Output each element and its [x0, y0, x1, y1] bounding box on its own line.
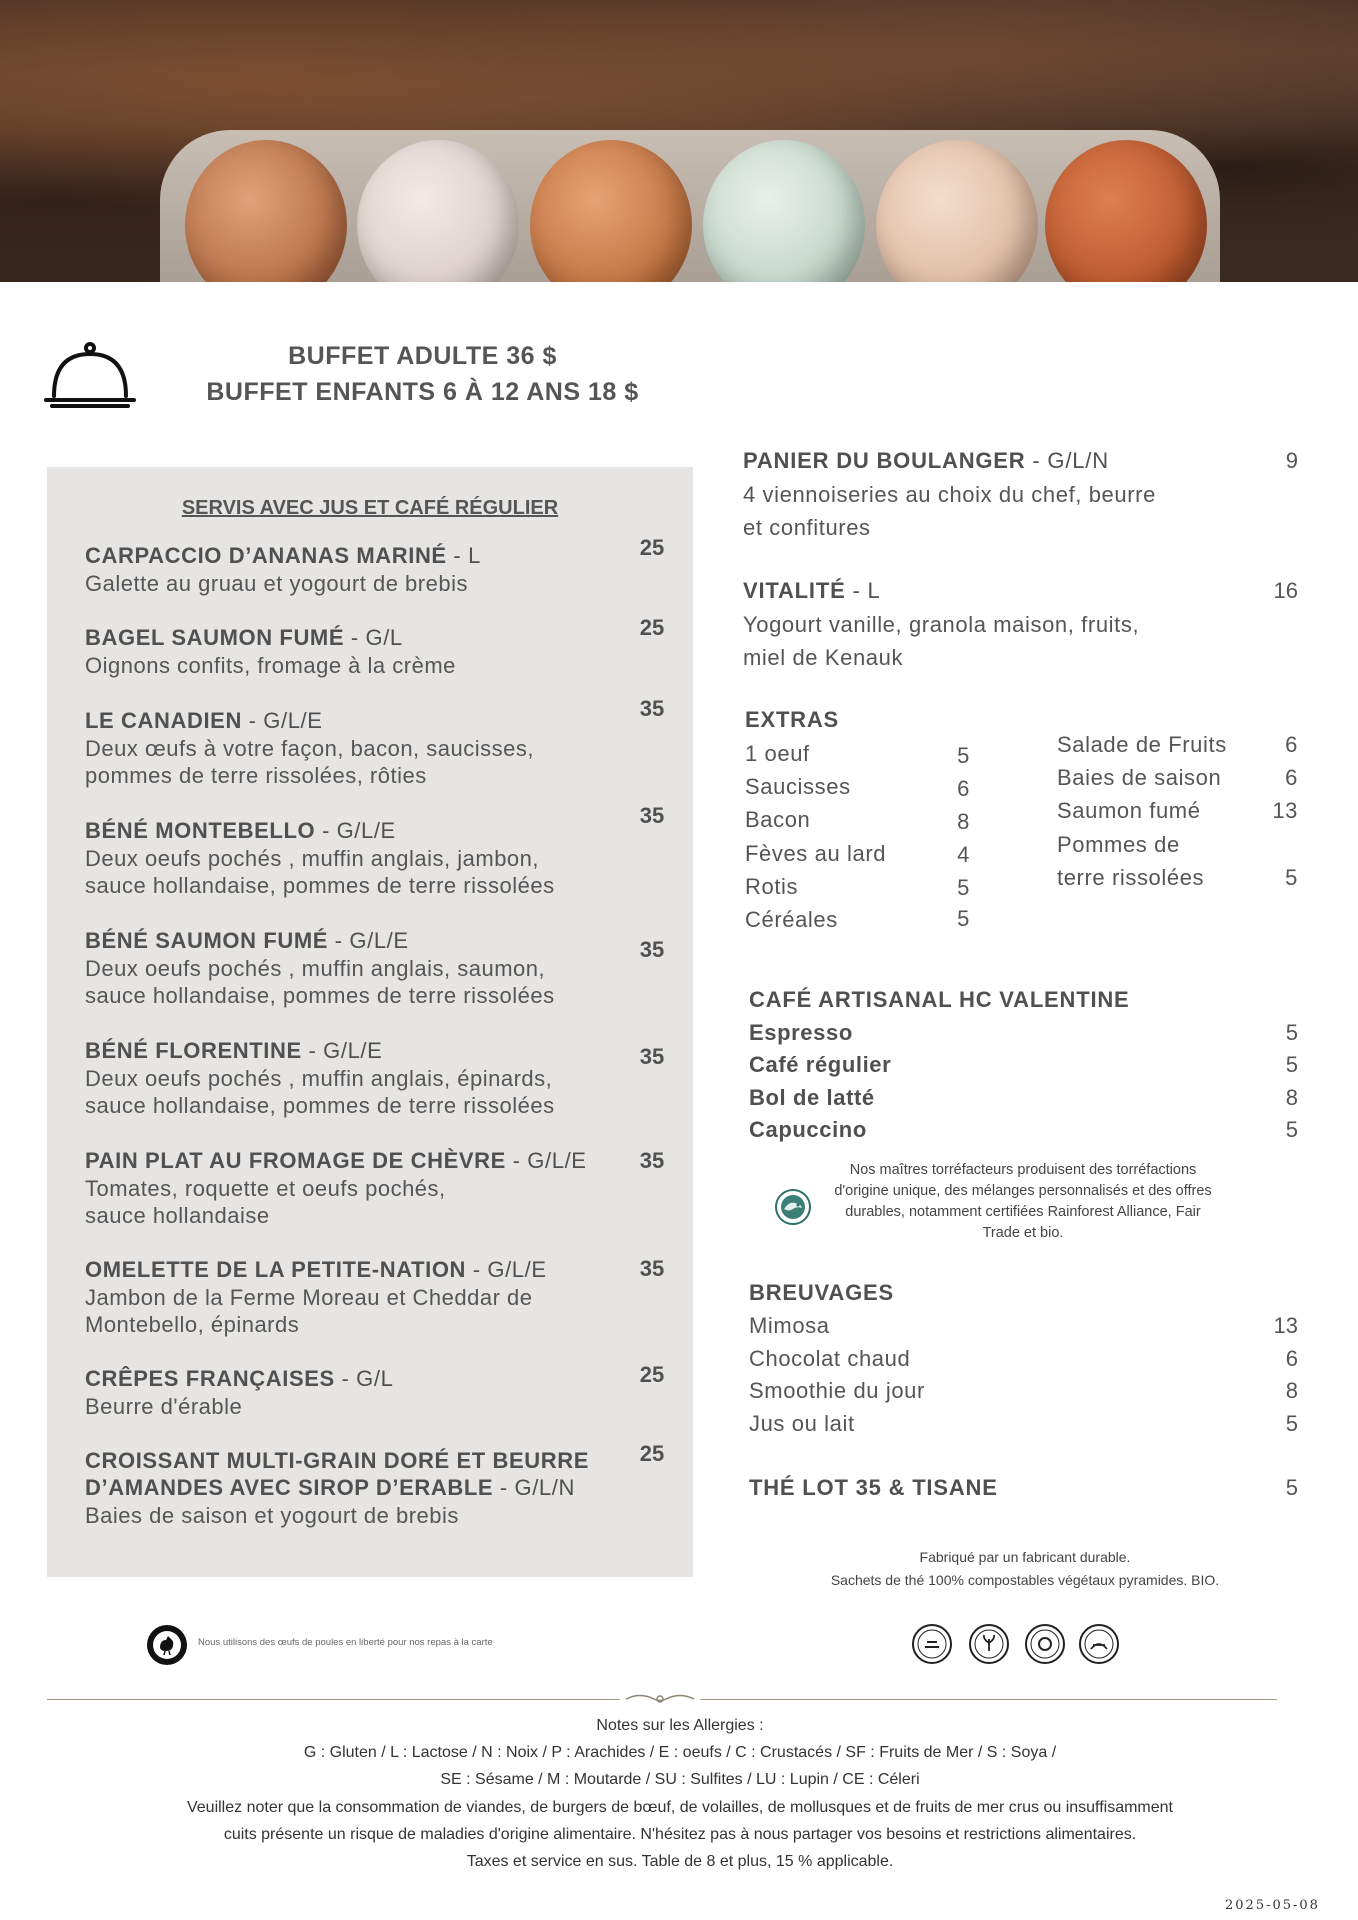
- rainforest-alliance-icon: [775, 1189, 811, 1225]
- extra-item-price: 6: [1285, 765, 1298, 790]
- extra-item-price: 5: [1285, 865, 1298, 890]
- menu-item-price: 35: [639, 1044, 665, 1069]
- menu-item-price: 35: [639, 1256, 665, 1281]
- free-range-note: Nous utilisons des œufs de poules en liberté pour nos repas à la carte: [198, 1637, 493, 1648]
- menu-item-price: 35: [639, 937, 665, 962]
- beverage-item-price: 8: [1285, 1378, 1298, 1403]
- taxes-note: Taxes et service en sus. Table de 8 et plus, 15 % applicable.: [466, 1853, 894, 1870]
- vitalite-name: VITALITÉ - L: [743, 578, 881, 603]
- menu-item-price: 35: [639, 696, 665, 721]
- extra-item-price: 5: [957, 906, 970, 931]
- beverage-item-price: 5: [1285, 1411, 1298, 1436]
- cafe-title: CAFÉ ARTISANAL HC VALENTINE: [749, 987, 1130, 1012]
- coffee-item-price: 5: [1285, 1052, 1298, 1077]
- extra-item-name: Salade de Fruits: [1057, 732, 1227, 757]
- menu-item-name: LE CANADIEN - G/L/E: [85, 708, 323, 733]
- menu-item-desc: Deux oeufs pochés , muffin anglais, épinards, sauce hollandaise, pommes de terre rissolées: [85, 1066, 555, 1118]
- buffet-adult-price: BUFFET ADULTE 36 $: [288, 342, 557, 370]
- menu-item-name: BAGEL SAUMON FUMÉ - G/L: [85, 625, 403, 650]
- extra-item-name: Pommes de: [1057, 832, 1180, 857]
- allergy-title: Notes sur les Allergies :: [596, 1717, 764, 1734]
- menu-date: 2025-05-08: [1225, 1898, 1320, 1913]
- extra-item-price: 6: [1285, 732, 1298, 757]
- menu-item-desc: Beurre d'érable: [85, 1394, 243, 1419]
- menu-item-price: 25: [639, 535, 665, 560]
- food-safety-warning-1: Veuillez noter que la consommation de viandes, de burgers de bœuf, de volailles, de mollusques et de fruits de mer crus ou insuffisamment: [186, 1799, 1173, 1816]
- menu-item-price: 25: [639, 615, 665, 640]
- menu-item-name: BÉNÉ FLORENTINE - G/L/E: [85, 1038, 383, 1063]
- roaster-note: Nos maîtres torréfacteurs produisent des torréfactions d'origine unique, des mélanges personnalisés et des offres durables, notamment certifiées Rainforest Alliance, Fair Trade et bio.: [834, 1162, 1212, 1241]
- extra-item-price: 4: [957, 842, 970, 867]
- extra-item-name: Céréales: [745, 907, 838, 932]
- menu-item-desc: Deux oeufs pochés , muffin anglais, saumon, sauce hollandaise, pommes de terre rissolées: [85, 956, 555, 1008]
- beverage-item-name: Chocolat chaud: [749, 1346, 911, 1371]
- tea-note-line1: Fabriqué par un fabricant durable.: [919, 1549, 1131, 1565]
- extra-item-price: 13: [1272, 798, 1298, 823]
- breuvages-title: BREUVAGES: [749, 1280, 894, 1305]
- panel-heading: SERVIS AVEC JUS ET CAFÉ RÉGULIER: [181, 497, 559, 519]
- tea-title: THÉ LOT 35 & TISANE: [749, 1475, 998, 1500]
- menu-item-desc: Oignons confits, fromage à la crème: [85, 653, 456, 678]
- coffee-item-name: Café régulier: [749, 1052, 892, 1077]
- extra-item-name: Fèves au lard: [745, 841, 887, 866]
- menu-item-desc: Galette au gruau et yogourt de brebis: [85, 571, 468, 596]
- menu-item-name-cont: D’AMANDES AVEC SIROP D’ERABLE - G/L/N: [85, 1475, 575, 1500]
- menu-item-desc: Baies de saison et yogourt de brebis: [85, 1503, 459, 1528]
- coffee-item-name: Espresso: [749, 1020, 853, 1045]
- menu-item-desc: Jambon de la Ferme Moreau et Cheddar de Montebello, épinards: [85, 1285, 533, 1337]
- hero-eggs-photo: [0, 0, 1358, 282]
- menu-item-name: PAIN PLAT AU FROMAGE DE CHÈVRE - G/L/E: [85, 1148, 587, 1173]
- carbon-neutral-badge-icon: [1024, 1623, 1066, 1665]
- panier-name: PANIER DU BOULANGER - G/L/N: [743, 448, 1109, 473]
- grown-on-family-farms-badge-icon: [1078, 1623, 1120, 1665]
- coffee-item-price: 8: [1285, 1085, 1298, 1110]
- made-in-usa-badge-icon: [911, 1623, 953, 1665]
- extra-item-price: 6: [957, 776, 970, 801]
- extra-item-name: 1 oeuf: [745, 741, 810, 766]
- beverage-item-name: Jus ou lait: [749, 1411, 855, 1436]
- tea-price: 5: [1285, 1475, 1298, 1500]
- free-range-chicken-icon: [146, 1624, 188, 1666]
- menu-item-name: CRÊPES FRANÇAISES - G/L: [85, 1366, 394, 1391]
- coffee-item-price: 5: [1285, 1020, 1298, 1045]
- vitalite-price: 16: [1273, 578, 1298, 603]
- menu-item-price: 35: [639, 1148, 665, 1173]
- extra-item-price: 5: [957, 875, 970, 900]
- vitalite-desc: Yogourt vanille, granola maison, fruits, miel de Kenauk: [743, 612, 1140, 670]
- beverage-item-name: Mimosa: [749, 1313, 830, 1338]
- menu-item-name: BÉNÉ SAUMON FUMÉ - G/L/E: [85, 928, 409, 953]
- divider-ornament-icon: [620, 1690, 700, 1708]
- extra-item-name: Saumon fumé: [1057, 798, 1201, 823]
- buffet-children-price: BUFFET ENFANTS 6 À 12 ANS 18 $: [206, 378, 639, 406]
- extra-item-name: Rotis: [745, 874, 799, 899]
- tea-note-line2: Sachets de thé 100% compostables végétaux pyramides. BIO.: [830, 1572, 1220, 1588]
- menu-item-desc: Deux œufs à votre façon, bacon, saucisses, pommes de terre rissolées, rôties: [85, 736, 534, 788]
- extra-item-price: 5: [957, 743, 970, 768]
- menu-item-desc: Tomates, roquette et oeufs pochés, sauce hollandaise: [85, 1176, 446, 1228]
- menu-item-price: 35: [639, 803, 665, 828]
- menu-item-name: CARPACCIO D’ANANAS MARINÉ - L: [85, 543, 481, 568]
- panier-price: 9: [1285, 448, 1298, 473]
- extra-item-price: 8: [957, 809, 970, 834]
- extra-item-name-cont: terre rissolées: [1057, 865, 1205, 890]
- coffee-item-name: Bol de latté: [749, 1085, 875, 1110]
- panier-desc: 4 viennoiseries au choix du chef, beurre et confitures: [743, 482, 1156, 540]
- extra-item-name: Bacon: [745, 807, 811, 832]
- menu-item-name: BÉNÉ MONTEBELLO - G/L/E: [85, 818, 396, 843]
- extra-item-name: Baies de saison: [1057, 765, 1222, 790]
- plant-based-badge-icon: [968, 1623, 1010, 1665]
- extra-item-name: Saucisses: [745, 774, 851, 799]
- cloche-icon: [44, 340, 136, 410]
- menu-item-desc: Deux oeufs pochés , muffin anglais, jambon, sauce hollandaise, pommes de terre rissolées: [85, 846, 555, 898]
- menu-item-price: 25: [639, 1441, 665, 1466]
- extras-title: EXTRAS: [745, 707, 840, 732]
- coffee-item-name: Capuccino: [749, 1117, 867, 1142]
- food-safety-warning-2: cuits présente un risque de maladies d'origine alimentaire. N'hésitez pas à nous partager vos besoins et restrictions alimentaires.: [223, 1826, 1137, 1843]
- menu-item-price: 25: [639, 1362, 665, 1387]
- beverage-item-name: Smoothie du jour: [749, 1378, 925, 1403]
- allergy-codes-2: SE : Sésame / M : Moutarde / SU : Sulfites / LU : Lupin / CE : Céleri: [440, 1771, 920, 1788]
- coffee-item-price: 5: [1285, 1117, 1298, 1142]
- beverage-item-price: 6: [1285, 1346, 1298, 1371]
- allergy-codes-1: G : Gluten / L : Lactose / N : Noix / P : Arachides / E : oeufs / C : Crustacés / SF : Fruits de Mer / S : Soya /: [303, 1744, 1057, 1761]
- beverage-item-price: 13: [1273, 1313, 1298, 1338]
- menu-item-name: CROISSANT MULTI-GRAIN DORÉ ET BEURRE: [85, 1448, 589, 1473]
- menu-item-name: OMELETTE DE LA PETITE-NATION - G/L/E: [85, 1257, 547, 1282]
